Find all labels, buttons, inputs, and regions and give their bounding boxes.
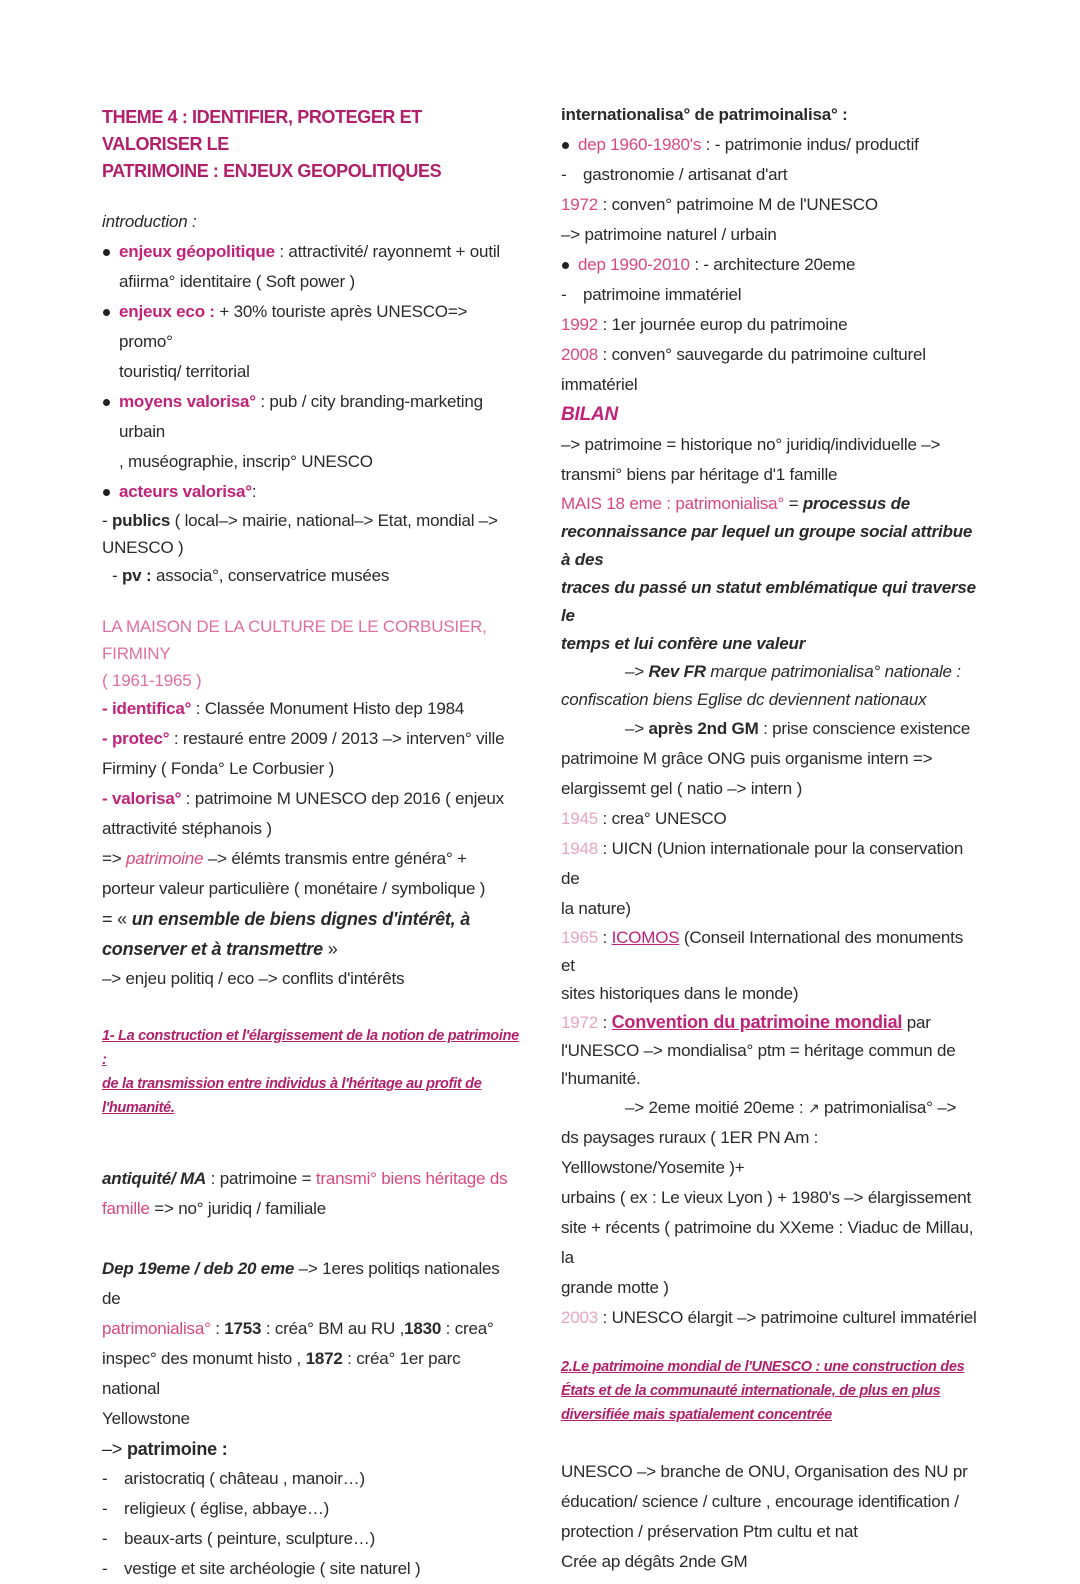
- period-text: : - patrimonie indus/ productif: [701, 135, 919, 154]
- bullet-key: moyens valorisa°: [119, 392, 256, 411]
- apres-text: elargissemt gel ( natio –> intern ): [561, 779, 803, 798]
- year-text: : crea° UNESCO: [598, 809, 727, 828]
- bullet-dep-1990: [561, 250, 981, 280]
- year-text: :: [598, 928, 612, 947]
- arrow: =>: [102, 849, 126, 868]
- line-2003: [561, 1303, 981, 1333]
- line-1965: [561, 924, 981, 1008]
- pv-line: [102, 561, 522, 591]
- processus-definition: [561, 490, 981, 658]
- bullet-dep-1960: [561, 130, 981, 160]
- antiquite-key: antiquité/ MA: [102, 1169, 207, 1188]
- year-text: : conven° patrimoine M de l'UNESCO: [598, 195, 878, 214]
- section-2-line: diversifiée mais spatialement concentrée: [561, 1407, 832, 1423]
- year-text: : UICN (Union internationale pour la conservation de: [561, 839, 964, 888]
- publics-text: ( local–> mairie, national–> Etat, mondial –>: [170, 511, 498, 530]
- list-item-text: vestige et site archéologie ( site naturel ): [124, 1559, 421, 1578]
- processus-text: traces du passé un statut emblématique qui traverse le: [561, 578, 976, 625]
- dep-text: inspec° des monumt histo ,: [102, 1349, 306, 1368]
- unesco-line: éducation/ science / culture , encourage identification /: [561, 1492, 959, 1511]
- period-label: dep 1990-2010: [578, 255, 690, 274]
- year-text: par: [902, 1013, 931, 1032]
- rev-text: confiscation biens Eglise dc deviennent nationaux: [561, 690, 927, 709]
- section-2-title: [561, 1355, 981, 1427]
- section-1-title: [102, 1024, 522, 1120]
- dep-text: :: [210, 1319, 225, 1338]
- moitie-text: site + récents ( patrimoine du XXeme : Viaduc de Millau, la: [561, 1218, 974, 1267]
- dash-gastronomie: [561, 160, 981, 190]
- identification-text: : Classée Monument Histo dep 1984: [191, 699, 465, 718]
- quote-text: un ensemble de biens dignes d'intérêt, à: [131, 909, 471, 929]
- bullet-acteurs-valorisation: [102, 477, 522, 507]
- moitie-text: ds paysages ruraux ( 1ER PN Am : Yelllowstone/Yosemite )+: [561, 1128, 819, 1177]
- enjeu-line: –> enjeu politiq / eco –> conflits d'intérêts: [102, 969, 405, 988]
- year-text: l'UNESCO –> mondialisa° ptm = héritage commun de: [561, 1041, 956, 1060]
- year-text: immatériel: [561, 375, 638, 394]
- year-text: : conven° sauvegarde du patrimoine culturel: [598, 345, 926, 364]
- year-1830: 1830: [404, 1319, 442, 1338]
- title-line-2: PATRIMOINE : ENJEUX GEOPOLITIQUES: [102, 161, 442, 181]
- bullet-enjeux-geopolitique: [102, 237, 522, 297]
- bilan-line: –> patrimoine = historique no° juridiq/individuelle –>: [561, 435, 941, 454]
- dash: -: [102, 1529, 108, 1548]
- bullet-icon: [103, 489, 110, 496]
- list-item: [102, 1524, 522, 1554]
- bullet-text: afiirma° identitaire ( Soft power ): [119, 272, 355, 291]
- processus-text: temps et lui confère une valeur: [561, 634, 806, 653]
- right-column: [561, 100, 981, 1577]
- bullet-text: + 30% touriste après UNESCO=> promo°: [119, 302, 468, 351]
- line-1992: [561, 310, 981, 340]
- arrow: –>: [102, 1439, 127, 1459]
- bullet-icon: [103, 399, 110, 406]
- equals: =: [784, 494, 803, 513]
- bullet-text: touristiq/ territorial: [119, 362, 250, 381]
- bilan-heading: BILAN: [561, 404, 619, 425]
- quote-text: conserver et à transmettre: [102, 939, 323, 959]
- dash: -: [102, 1559, 108, 1578]
- line-1948: [561, 834, 981, 924]
- rev-key: Rev FR: [648, 662, 706, 681]
- bullet-icon: [562, 142, 569, 149]
- moitie-text: urbains ( ex : Le vieux Lyon ) + 1980's –> élargissement: [561, 1188, 972, 1207]
- bullet-icon: [562, 262, 569, 269]
- patrimoine-type-list: [102, 1464, 522, 1584]
- arrow: –>: [625, 719, 649, 738]
- dash-text: patrimoine immatériel: [583, 285, 742, 304]
- moitie-text: patrimonialisa° –>: [819, 1098, 957, 1117]
- antiquite-highlight: transmi° biens héritage ds: [315, 1169, 508, 1188]
- dash: -: [561, 165, 567, 184]
- section-1-line: 1- La construction et l'élargissement de la notion de patrimoine :: [102, 1028, 519, 1068]
- moitie-text: grande motte ): [561, 1278, 669, 1297]
- list-item: [102, 1554, 522, 1584]
- convention-label: Convention du patrimoine mondial: [611, 1012, 903, 1032]
- year-text: : UNESCO élargit –> patrimoine culturel immatériel: [598, 1308, 977, 1327]
- bullet-key: acteurs valorisa°: [119, 482, 252, 501]
- bullet-icon: [103, 309, 110, 316]
- identification-key: - identifica°: [102, 699, 192, 718]
- rev-fr-block: [561, 658, 981, 714]
- dep-text: –> 1eres politiqs nationales de: [102, 1259, 500, 1308]
- year-1872: 1872: [305, 1349, 343, 1368]
- year-text: :: [598, 1013, 612, 1032]
- line-naturel-urbain: –> patrimoine naturel / urbain: [561, 225, 777, 244]
- year-text: (Conseil International des monuments et: [561, 928, 964, 975]
- maison-heading-line: ( 1961-1965 ): [102, 671, 202, 690]
- unesco-line: protection / préservation Ptm cultu et nat: [561, 1522, 858, 1541]
- year-1972: 1972: [561, 1013, 599, 1032]
- bullet-key: enjeux géopolitique: [119, 242, 275, 261]
- period-label: dep 1960-1980's: [578, 135, 702, 154]
- year-2008: 2008: [561, 345, 599, 364]
- dash-immateriel: [561, 280, 981, 310]
- section-2-line: États et de la communauté internationale, de plus en plus: [561, 1383, 941, 1399]
- year-1753: 1753: [224, 1319, 262, 1338]
- year-text: sites historiques dans le monde): [561, 984, 799, 1003]
- antiquite-text: => no° juridiq / familiale: [149, 1199, 326, 1218]
- patrimoine-text: –> élémts transmis entre généra° +: [203, 849, 467, 868]
- dash: -: [102, 511, 112, 530]
- maison-heading: [102, 613, 522, 694]
- dep-text: : créa° 1er parc national: [102, 1349, 461, 1398]
- protection-key: - protec°: [102, 729, 170, 748]
- dep-text: : crea°: [441, 1319, 494, 1338]
- apres-text: patrimoine M grâce ONG puis organisme intern =>: [561, 749, 933, 768]
- bullet-text: , muséographie, inscrip° UNESCO: [119, 452, 373, 471]
- dep-key: Dep 19eme / deb 20 eme: [102, 1259, 295, 1278]
- definition-quote: [102, 904, 522, 964]
- year-1948: 1948: [561, 839, 599, 858]
- list-item: [102, 1464, 522, 1494]
- year-text: : 1er journée europ du patrimoine: [598, 315, 848, 334]
- list-item-text: religieux ( église, abbaye…): [124, 1499, 330, 1518]
- valorisation-text: : patrimoine M UNESCO dep 2016 ( enjeux: [181, 789, 504, 808]
- period-text: : - architecture 20eme: [689, 255, 856, 274]
- left-column: [102, 100, 522, 1584]
- line-1945: [561, 804, 981, 834]
- dash-text: gastronomie / artisanat d'art: [583, 165, 788, 184]
- valorisation-line: [102, 784, 522, 844]
- title-line-1: THEME 4 : IDENTIFIER, PROTEGER ET VALORISER LE: [102, 107, 422, 154]
- antiquite-text: : patrimoine =: [206, 1169, 316, 1188]
- dep-text: : créa° BM au RU ,: [261, 1319, 405, 1338]
- increase-arrow-icon: ↗: [807, 1100, 820, 1116]
- protection-text: Firminy ( Fonda° Le Corbusier ): [102, 759, 335, 778]
- quote-close: »: [322, 939, 338, 959]
- year-1972: 1972: [561, 195, 599, 214]
- year-1945: 1945: [561, 809, 599, 828]
- valorisation-text: attractivité stéphanois ): [102, 819, 272, 838]
- moitie-20eme-block: [561, 1093, 981, 1303]
- antiquite-highlight: famille: [102, 1199, 150, 1218]
- bullet-text: :: [251, 482, 257, 501]
- dash: -: [102, 1469, 108, 1488]
- section-1-line: de la transmission entre individus à l'héritage au profit de: [102, 1076, 482, 1092]
- patrimoine-list-key: patrimoine :: [126, 1439, 228, 1459]
- unesco-line: UNESCO –> branche de ONU, Organisation des NU pr: [561, 1462, 968, 1481]
- quote-open: = «: [102, 909, 132, 929]
- rev-text: marque patrimonialisa° nationale :: [705, 662, 961, 681]
- bullet-key: enjeux eco :: [119, 302, 215, 321]
- processus-text: reconnaissance par lequel un groupe social attribue à des: [561, 522, 973, 569]
- bullet-icon: [103, 249, 110, 256]
- line-1972-convention-mondial: [561, 1008, 981, 1093]
- page-title: [102, 104, 522, 185]
- pv-text: associa°, conservatrice musées: [151, 566, 390, 585]
- year-2003: 2003: [561, 1308, 599, 1327]
- dep-highlight: patrimonialisa°: [102, 1319, 211, 1338]
- year-text: la nature): [561, 899, 631, 918]
- dash: -: [102, 1499, 108, 1518]
- bullet-text: : pub / city branding-marketing urbain: [119, 392, 483, 441]
- patrimoine-key: patrimoine: [125, 849, 204, 868]
- list-item-text: aristocratiq ( château , manoir…): [124, 1469, 365, 1488]
- processus-text: processus de: [802, 494, 911, 513]
- line-2008: [561, 340, 981, 400]
- list-item-text: beaux-arts ( peinture, sculpture…): [124, 1529, 376, 1548]
- maison-heading-line: LA MAISON DE LA CULTURE DE LE CORBUSIER, FIRMINY: [102, 617, 487, 663]
- valorisation-key: - valorisa°: [102, 789, 182, 808]
- bullet-moyens-valorisation: [102, 387, 522, 477]
- publics-key: publics: [111, 511, 171, 530]
- section-1-line: l'humanité.: [102, 1100, 175, 1116]
- bullet-text: : attractivité/ rayonnemt + outil: [274, 242, 500, 261]
- unesco-block: [561, 1457, 981, 1577]
- protection-line: [102, 724, 522, 784]
- antiquite-line: [102, 1164, 522, 1224]
- dep-19eme-block: [102, 1254, 522, 1434]
- unesco-line: Crée ap dégâts 2nde GM: [561, 1552, 748, 1571]
- patrimoine-definition: [102, 844, 522, 904]
- dash: -: [561, 285, 567, 304]
- mais-highlight: MAIS 18 eme : patrimonialisa°: [561, 494, 785, 513]
- bilan-text: [561, 430, 981, 490]
- identification-line: [102, 694, 522, 724]
- protection-text: : restauré entre 2009 / 2013 –> interven° ville: [169, 729, 505, 748]
- pv-key: pv :: [121, 566, 152, 585]
- dep-text: Yellowstone: [102, 1409, 190, 1428]
- apres-gm-block: [561, 714, 981, 804]
- bilan-line: transmi° biens par héritage d'1 famille: [561, 465, 838, 484]
- section-2-line: 2.Le patrimoine mondial de l'UNESCO : une construction des: [561, 1359, 965, 1375]
- international-heading: internationalisa° de patrimoinalisa° :: [561, 105, 848, 124]
- bullet-enjeux-eco: [102, 297, 522, 387]
- year-1965: 1965: [561, 928, 599, 947]
- year-1992: 1992: [561, 315, 599, 334]
- line-1972-convention: [561, 190, 981, 220]
- patrimoine-text: porteur valeur particulière ( monétaire / symbolique ): [102, 879, 486, 898]
- apres-text: : prise conscience existence: [758, 719, 971, 738]
- apres-key: après 2nd GM: [648, 719, 759, 738]
- dash: -: [112, 566, 122, 585]
- publics-line: [102, 507, 522, 561]
- moitie-text: –> 2eme moitié 20eme :: [625, 1098, 808, 1117]
- patrimoine-list-heading: [102, 1434, 522, 1464]
- year-text: l'humanité.: [561, 1069, 641, 1088]
- publics-text: UNESCO ): [102, 538, 184, 557]
- arrow: –>: [625, 662, 649, 681]
- icomos-label: ICOMOS: [611, 928, 680, 947]
- list-item: [102, 1494, 522, 1524]
- intro-label: introduction :: [102, 212, 197, 231]
